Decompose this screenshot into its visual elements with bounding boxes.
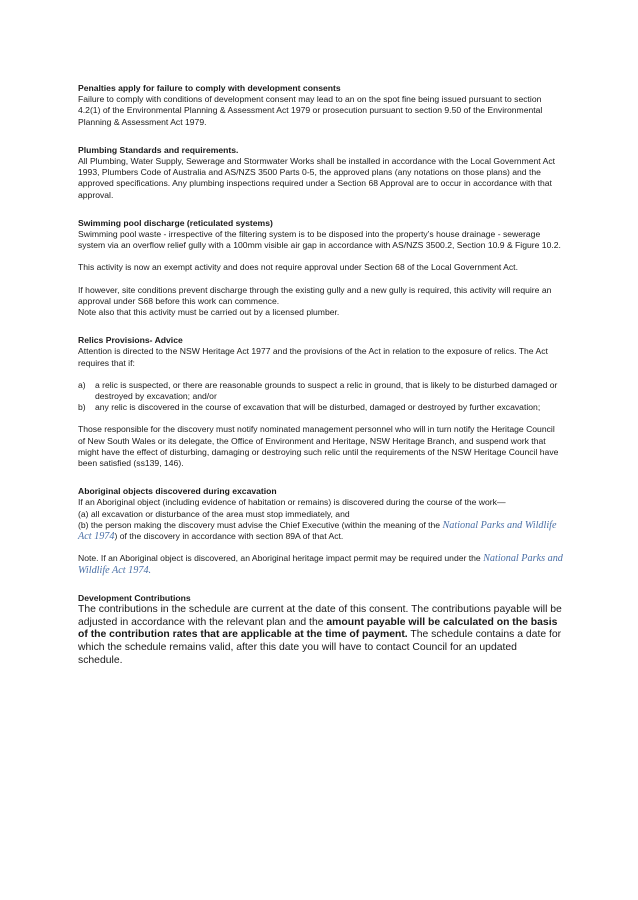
act-name-link[interactable]: National Parks and Wildlife Act 1974	[78, 519, 557, 543]
aboriginal-item-a: (a) all excavation or disturbance of the area must stop immediately, and	[78, 508, 350, 519]
swimming-paragraph-3: If however, site conditions prevent discharge through the existing gully and a new gully is required, this activity will require an approval under S68 before this work can commence.	[78, 284, 552, 306]
plumbing-body: All Plumbing, Water Supply, Sewerage and Stormwater Works shall be installed in accordance with the Local Government Act 1993, Plumbers Code of Australia and AS/NZS 3500 Parts 0-5, the approved plans (any notations on those plans) and the approved specifications. Any plumbing inspections required under a Section 68 Approval are to occur in accordance with that approval.	[78, 156, 556, 200]
relics-closing: Those responsible for the discovery must notify nominated management personnel who will in turn notify the Heritage Council of New South Wales or its delegate, the Office of Environment and Heritage, NSW Heritage Branch, and suspend work that might have the effect of disturbing, damaging or destroying such relic until the requirements of the NSW Heritage Council have been satisfied (ss139, 146).	[78, 424, 559, 469]
contributions-text-2: The schedule contains a date for which the schedule remains valid, after this date you will have to contact Council for an updated schedule.	[78, 629, 562, 666]
swimming-paragraph-2: This activity is now an exempt activity and does not require approval under Section 68 of the Local Government Act.	[78, 262, 518, 273]
plumbing-heading: Plumbing Standards and requirements.	[78, 144, 239, 155]
list-item-text: a relic is suspected, or there are reasonable grounds to suspect a relic in ground, that is likely to be disturbed damaged or destroyed by excavation; and/or	[95, 379, 558, 402]
aboriginal-section	[78, 486, 564, 575]
aboriginal-item-b	[78, 520, 564, 542]
plumbing-section	[78, 145, 564, 201]
list-item	[78, 402, 564, 413]
contributions-heading: Development Contributions	[78, 592, 191, 603]
swimming-heading: Swimming pool discharge (reticulated systems)	[78, 217, 273, 228]
swimming-paragraph-4: Note also that this activity must be carried out by a licensed plumber.	[78, 307, 340, 318]
item-b-text: (b) the person making the discovery must advise the Chief Executive (within the meaning of the	[78, 519, 443, 530]
item-b-text-end: ) of the discovery in accordance with section 89A of that Act.	[114, 531, 344, 542]
note-text: Note. If an Aboriginal object is discovered, an Aboriginal heritage impact permit may be required under the	[78, 553, 484, 564]
contributions-section	[78, 593, 564, 668]
list-marker: b)	[78, 402, 86, 413]
relics-section	[78, 335, 564, 469]
contributions-bold-text: amount payable will be calculated on the basis of the contribution rates that are applicable at the time of payment.	[78, 616, 558, 641]
aboriginal-note	[78, 553, 564, 575]
list-item-text: any relic is discovered in the course of excavation that will be disturbed, damaged or destroyed by further excavation;	[95, 402, 541, 413]
swimming-section	[78, 218, 564, 318]
aboriginal-heading: Aboriginal objects discovered during excavation	[78, 486, 277, 497]
relics-heading: Relics Provisions- Advice	[78, 335, 183, 346]
aboriginal-intro: If an Aboriginal object (including evidence of habitation or remains) is discovered during the course of the work—	[78, 497, 506, 508]
contributions-text-1: The contributions in the schedule are current at the date of this consent. The contributions payable will be adjusted in accordance with the relevant plan and the	[78, 603, 562, 628]
contributions-body	[78, 604, 564, 668]
document-page	[78, 83, 564, 667]
relics-intro: Attention is directed to the NSW Heritage Act 1977 and the provisions of the Act in relation to the exposure of relics. The Act requires that if:	[78, 346, 548, 368]
list-item	[78, 380, 564, 402]
penalties-body: Failure to comply with conditions of development consent may lead to an on the spot fine being issued pursuant to section 4.2(1) of the Environmental Planning & Assessment Act 1979 or prosecution pursuant to section 9.50 of the Environmental Planning & Assessment Act 1979.	[78, 94, 543, 127]
note-act-link[interactable]: National Parks and Wildlife Act 1974.	[78, 553, 563, 576]
swimming-paragraph-1: Swimming pool waste - irrespective of the filtering system is to be disposed into the property’s house drainage - sewerage system via an overflow relief gully with a 100mm visible air gap in accordance with AS/NZS 3500.2, Section 10.9 & Figure 10.2.	[78, 229, 561, 251]
penalties-section	[78, 83, 564, 128]
penalties-heading: Penalties apply for failure to comply with development consents	[78, 83, 341, 93]
list-marker: a)	[78, 379, 86, 390]
